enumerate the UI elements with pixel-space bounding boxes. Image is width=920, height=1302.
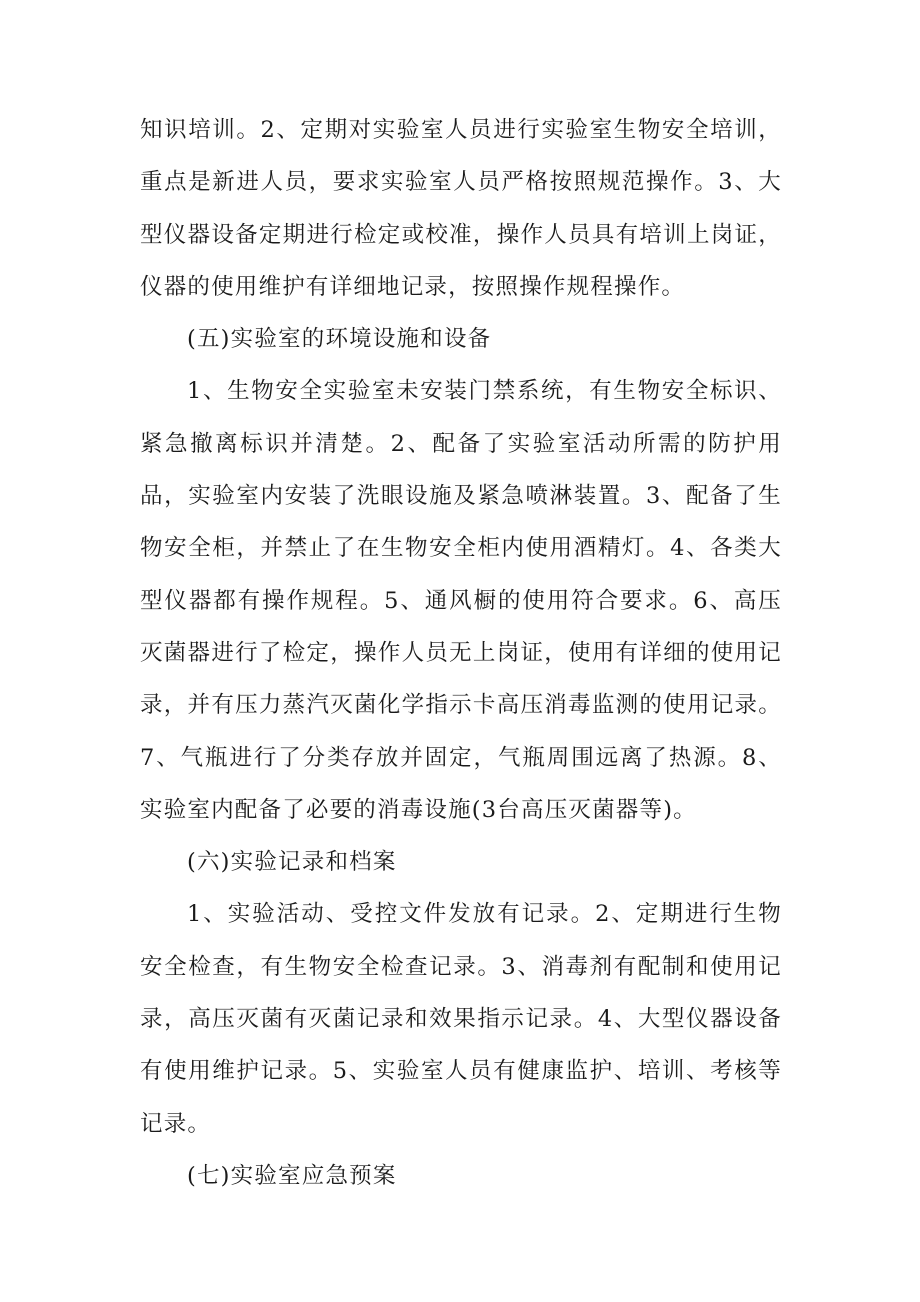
document-body [140, 104, 782, 1202]
paragraph-records: 1、实验活动、受控文件发放有记录。2、定期进行生物安全检查，有生物安全检查记录。3、消毒剂有配制和使用记录，高压灭菌有灭菌记录和效果指示记录。4、大型仪器设备有使用维护记录。5、实验室人员有健康监护、培训、考核等记录。 [140, 901, 782, 1137]
section-heading-emergency: (七)实验室应急预案 [187, 1162, 397, 1189]
section-heading-environment: (五)实验室的环境设施和设备 [187, 326, 492, 353]
paragraph-environment: 1、生物安全实验室未安装门禁系统，有生物安全标识、紧急撤离标识并清楚。2、配备了实验室活动所需的防护用品，实验室内安装了洗眼设施及紧急喷淋装置。3、配备了生物安全柜，并禁止了在生物安全柜内使用酒精灯。4、各类大型仪器都有操作规程。5、通风橱的使用符合要求。6、高压灭菌器进行了检定，操作人员无上岗证，使用有详细的使用记录，并有压力蒸汽灭菌化学指示卡高压消毒监测的使用记录。7、气瓶进行了分类存放并固定，气瓶周围远离了热源。8、实验室内配备了必要的消毒设施(3台高压灭菌器等)。 [140, 378, 782, 823]
paragraph-training: 知识培训。2、定期对实验室人员进行实验室生物安全培训，重点是新进人员，要求实验室人员严格按照规范操作。3、大型仪器设备定期进行检定或校准，操作人员具有培训上岗证，仪器的使用维护有详细地记录，按照操作规程操作。 [140, 117, 782, 300]
section-heading-records: (六)实验记录和档案 [187, 849, 397, 876]
